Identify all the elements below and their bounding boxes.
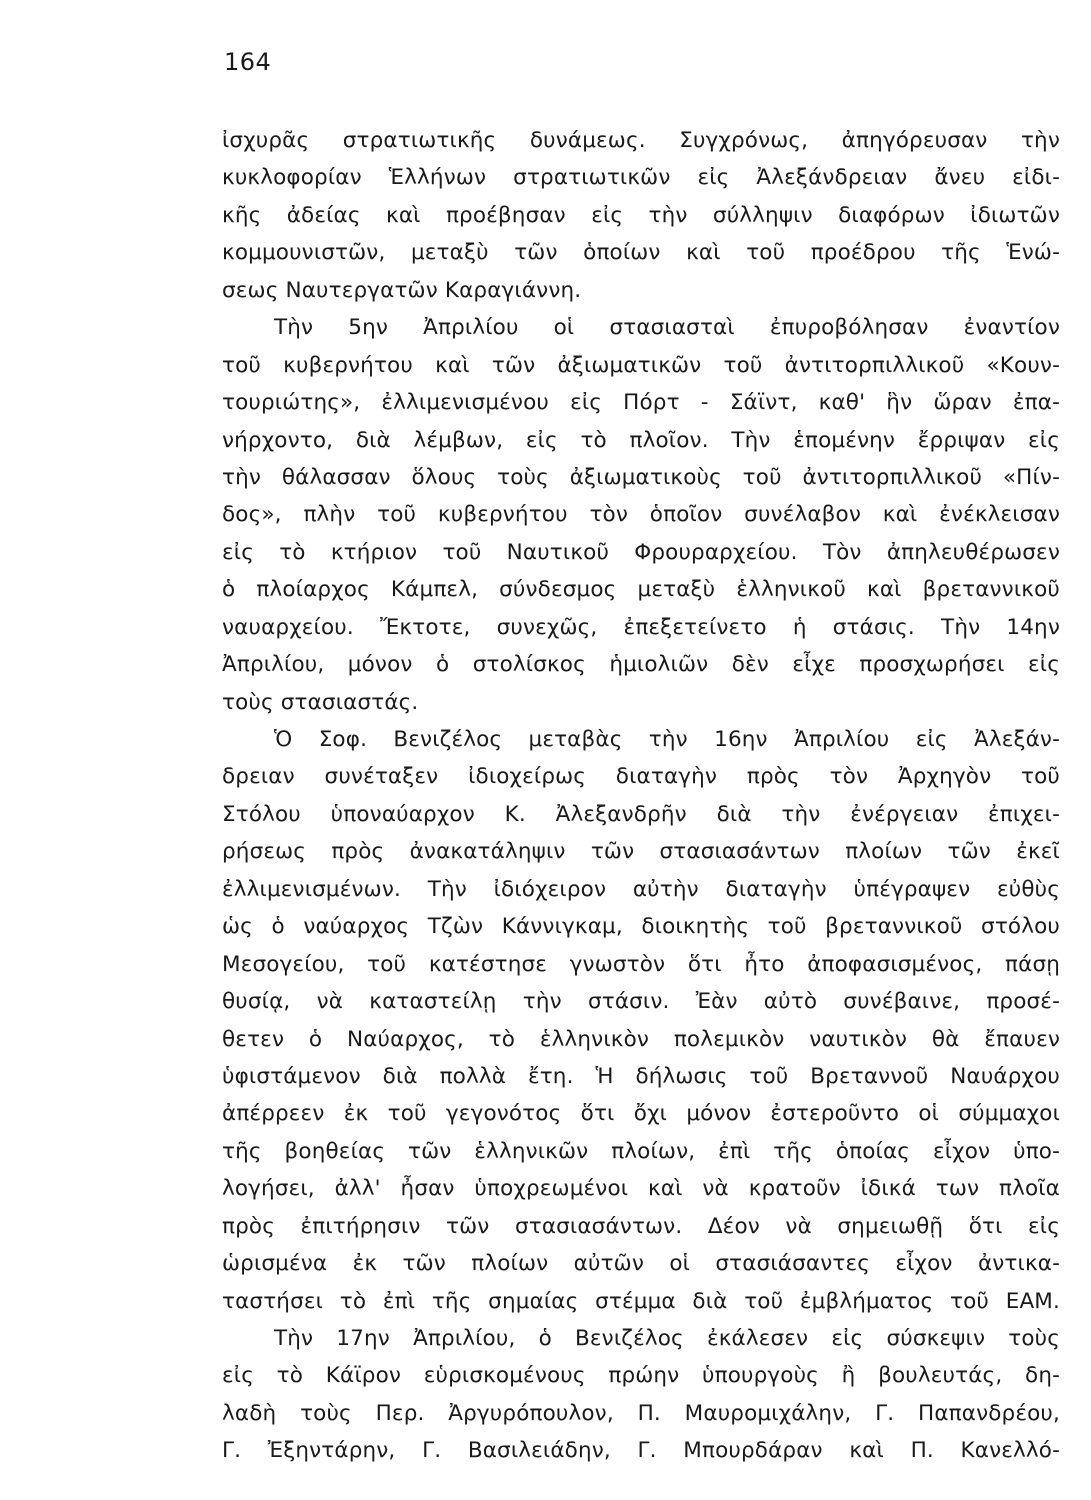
text-line: θετεν ὁ Ναύαρχος, τὸ ἑλληνικὸν πολεμικὸν ναυτικὸν θὰ ἔπαυεν [222,1026,1060,1052]
text-line: ὡς ὁ ναύαρχος Τζὼν Κάννιγκαμ, διοικητὴς τοῦ βρεταννικοῦ στόλου [222,914,1060,940]
text-line: πρὸς ἐπιτήρησιν τῶν στασιασάντων. Δέον νὰ σημειωθῇ ὅτι εἰς [222,1213,1060,1239]
text-line: τουριώτης», ἐλλιμενισμένου εἰς Πόρτ - Σάϊντ, καθ' ἣν ὥραν ἐπα- [222,390,1060,416]
text-line: νήρχοντο, διὰ λέμβων, εἰς τὸ πλοῖον. Τὴν ἑπομένην ἔρριψαν εἰς [222,427,1060,453]
text-line: ὁ πλοίαρχος Κάμπελ, σύνδεσμος μεταξὺ ἑλληνικοῦ καὶ βρεταννικοῦ [222,577,1060,603]
text-line: εἰς τὸ κτήριον τοῦ Ναυτικοῦ Φρουραρχείου. Τὸν ἀπηλευθέρωσεν [222,539,1060,565]
text-line: δρειαν συνέταξεν ἰδιοχείρως διαταγὴν πρὸς τὸν Ἀρχηγὸν τοῦ [222,764,1060,790]
text-line: λαδὴ τοὺς Περ. Ἀργυρόπουλον, Π. Μαυρομιχάλην, Γ. Παπανδρέου, [222,1400,1060,1426]
text-line: ὑφιστάμενον διὰ πολλὰ ἔτη. Ἡ δήλωσις τοῦ Βρεταννοῦ Ναυάρχου [222,1063,1060,1089]
text-line: ρήσεως πρὸς ἀνακατάληψιν τῶν στασιασάντων πλοίων τῶν ἐκεῖ [222,839,1060,865]
text-line: δος», πλὴν τοῦ κυβερνήτου τὸν ὁποῖον συνέλαβον καὶ ἐνέκλεισαν [222,502,1060,528]
text-line: Γ. Ἐξηντάρην, Γ. Βασιλειάδην, Γ. Μπουρδάραν καὶ Π. Κανελλό- [222,1438,1060,1464]
text-line: εἰς τὸ Κάϊρον εὑρισκομένους πρώην ὑπουργοὺς ἢ βουλευτάς, δη- [222,1363,1060,1389]
text-line: Στόλου ὑποναύαρχον Κ. Ἀλεξανδρῆν διὰ τὴν ἐνέργειαν ἐπιχει- [222,801,1060,827]
text-line: ἰσχυρᾶς στρατιωτικῆς δυνάμεως. Συγχρόνως, ἀπηγόρευσαν τὴν [222,128,1060,153]
text-line: θυσίᾳ, νὰ καταστείλῃ τὴν στάσιν. Ἐὰν αὐτὸ συνέβαινε, προσέ- [222,989,1060,1015]
text-line: τοὺς στασιαστάς. [222,689,419,715]
text-line: Τὴν 5ην Ἀπριλίου οἱ στασιασταὶ ἐπυροβόλησαν ἐναντίον [274,315,1060,341]
text-line: τῆς βοηθείας τῶν ἑλληνικῶν πλοίων, ἐπὶ τῆς ὁποίας εἶχον ὑπο- [222,1138,1060,1164]
text-line: ἐλλιμενισμένων. Τὴν ἰδιόχειρον αὐτὴν διαταγὴν ὑπέγραψεν εὐθὺς [222,876,1060,902]
page-number: 164 [224,48,272,76]
text-line: τὴν θάλασσαν ὅλους τοὺς ἀξιωματικοὺς τοῦ ἀντιτορπιλλικοῦ «Πίν- [222,464,1060,490]
text-line: Τὴν 17ην Ἀπριλίου, ὁ Βενιζέλος ἐκάλεσεν εἰς σύσκεψιν τοὺς [274,1326,1060,1351]
text-line: ταστήσει τὸ ἐπὶ τῆς σημαίας στέμμα διὰ τοῦ ἐμβλήματος τοῦ ΕΑΜ. [222,1288,1060,1314]
text-line: ναυαρχείου. Ἔκτοτε, συνεχῶς, ἐπεξετείνετο ἡ στάσις. Τὴν 14ην [222,614,1060,640]
text-line: κῆς ἀδείας καὶ προέβησαν εἰς τὴν σύλληψιν διαφόρων ἰδιωτῶν [222,202,1060,228]
text-line: σεως Ναυτεργατῶν Καραγιάννη. [222,277,582,303]
text-line: ἀπέρρεεν ἐκ τοῦ γεγονότος ὅτι ὄχι μόνον ἐστεροῦντο οἱ σύμμαχοι [222,1101,1060,1127]
text-line: Ἀπριλίου, μόνον ὁ στολίσκος ἡμιολιῶν δὲν εἶχε προσχωρήσει εἰς [222,652,1060,678]
text-line: Μεσογείου, τοῦ κατέστησε γνωστὸν ὅτι ἦτο ἀποφασισμένος, πάσῃ [222,951,1060,977]
text-line: Ὁ Σοφ. Βενιζέλος μεταβὰς τὴν 16ην Ἀπριλίου εἰς Ἀλεξάν- [274,727,1060,752]
text-line: λογήσει, ἀλλ' ἦσαν ὑποχρεωμένοι καὶ νὰ κρατοῦν ἰδικά των πλοῖα [222,1176,1060,1202]
text-line: ὡρισμένα ἐκ τῶν πλοίων αὐτῶν οἱ στασιάσαντες εἶχον ἀντικα- [222,1251,1060,1277]
body-text [222,122,1060,1470]
text-line: τοῦ κυβερνήτου καὶ τῶν ἀξιωματικῶν τοῦ ἀντιτορπιλλικοῦ «Κουν- [222,352,1060,378]
text-line: κυκλοφορίαν Ἑλλήνων στρατιωτικῶν εἰς Ἀλεξάνδρειαν ἄνευ εἰδι- [222,165,1060,191]
text-line: κομμουνιστῶν, μεταξὺ τῶν ὁποίων καὶ τοῦ προέδρου τῆς Ἑνώ- [222,240,1060,266]
